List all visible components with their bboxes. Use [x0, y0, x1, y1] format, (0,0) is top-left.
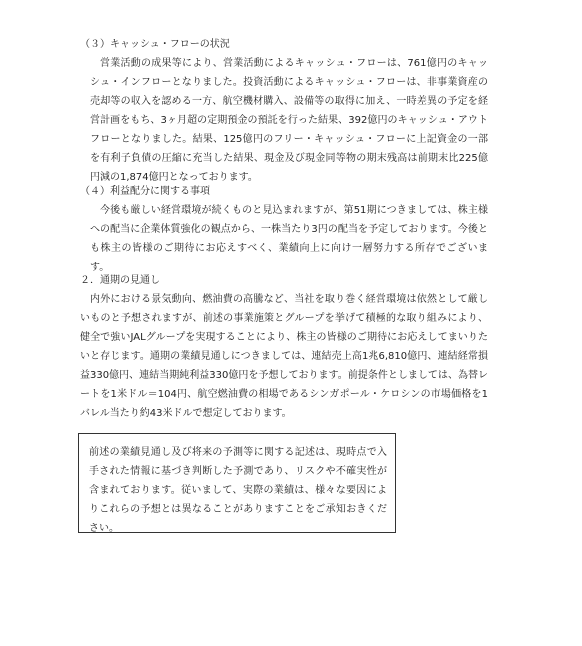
section-heading-dividend: （４）利益配分に関する事項	[80, 186, 210, 197]
section-heading-cashflow: （３）キャッシュ・フローの状況	[80, 39, 230, 50]
outlook-paragraph: 内外における景気動向、燃油費の高騰など、当社を取り巻く経営環境は依然として厳しいものと予想されますが、前述の事業施策とグループを挙げて積極的な取り組みにより、健全で強いJALグループを実現することにより、株主の皆様のご期待にお応えしてまいりたいと存じます。通期の業績見通しにつきましては、連結売上高1兆6,810億円、連結経常損益330億円、連結当期純利益330億円を予想しております。前提条件としましては、為替レートを1米ドル＝104円、航空燃油費の相場であるシンガポール・ケロシンの市場価格を1バレル当たり約43米ドルで想定しております。	[80, 294, 488, 419]
notice-text: 前述の業績見通し及び将来の予測等に関する記述は、現時点で入手された情報に基づき判断した予測であり、リスクや不確実性が含まれております。従いまして、実際の業績は、様々な要因によりこれらの予想とは異なることがありますことをご承知おきください。	[89, 447, 387, 534]
dividend-paragraph: 今後も厳しい経営環境が続くものと見込まれますが、第51期につきましては、株主様への配当に企業体質強化の観点から、一株当たり3円の配当を予定しております。今後とも株主の皆様のご期待にお応えすべく、業績向上に向け一層努力する所存でございます。	[90, 205, 488, 273]
cashflow-paragraph: 営業活動の成果等により、営業活動によるキャッシュ・フローは、761億円のキャッシュ・インフローとなりました。投資活動によるキャッシュ・フローは、非事業資産の売却等の収入を認める一方、航空機材購入、設備等の取得に加え、一時差異の予定を経営計画をもち、3ヶ月超の定期預金の預託を行った結果、392億円のキャッシュ・アウトフローとなりました。結果、125億円のフリー・キャッシュ・フローに上記資金の一部を有利子負債の圧縮に充当した結果、現金及び現金同等物の期末残高は前期末比225億円減の1,874億円となっております。	[90, 58, 488, 183]
forward-looking-notice-box	[78, 433, 396, 533]
section-heading-outlook: ２．通期の見通し	[80, 275, 160, 286]
